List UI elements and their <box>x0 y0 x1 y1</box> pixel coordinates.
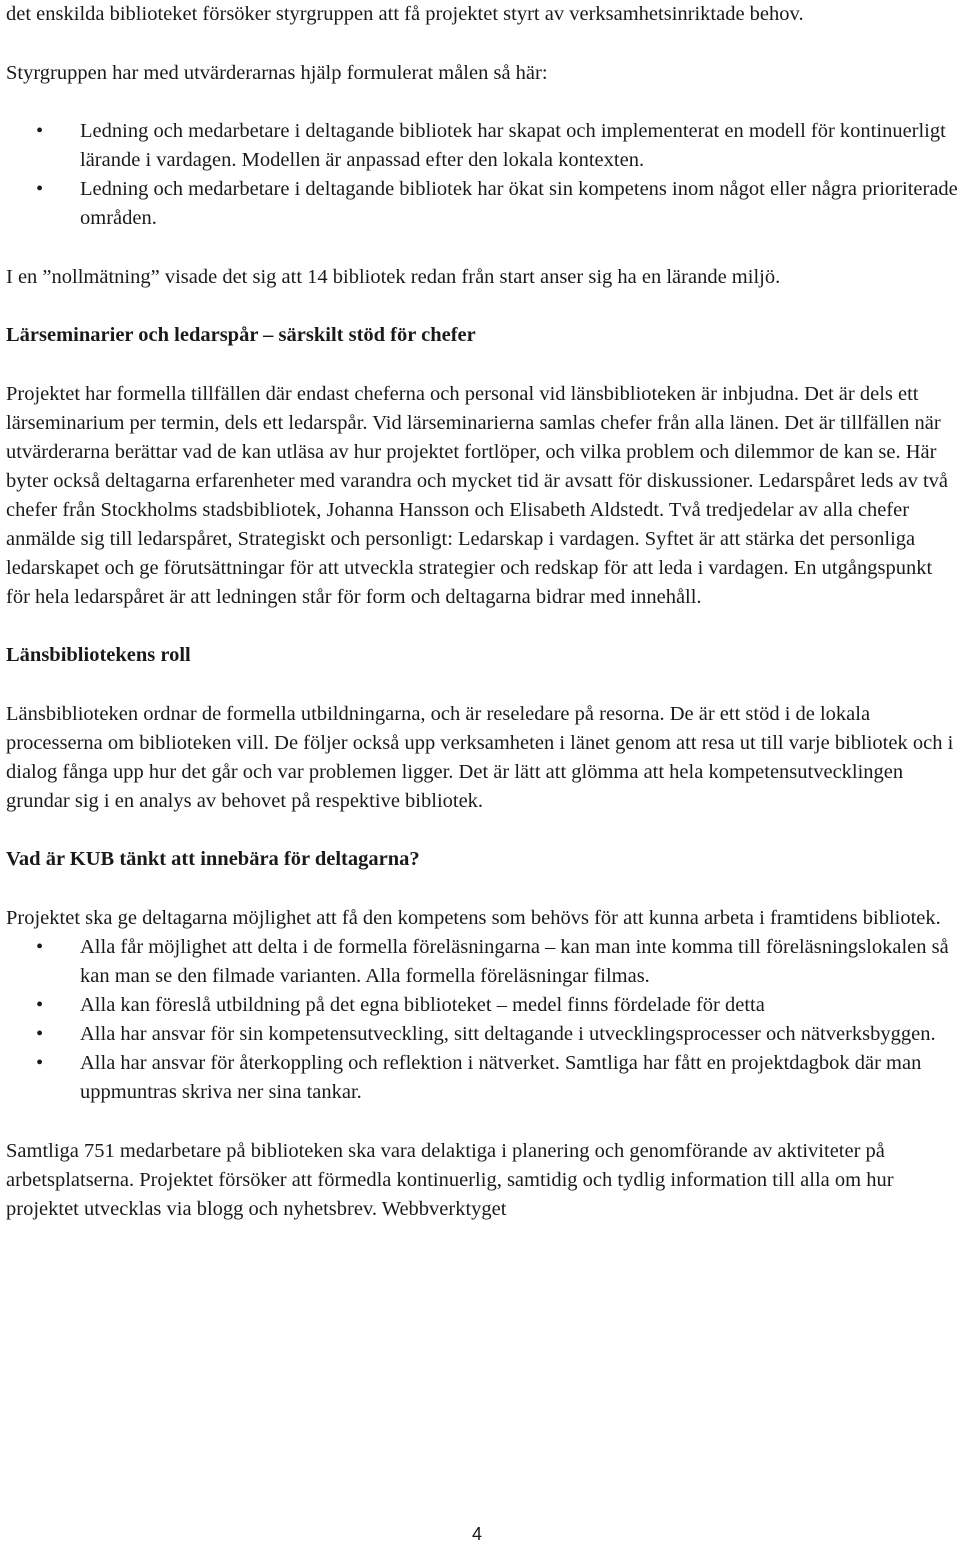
list-item <box>6 991 958 1020</box>
larseminarier-paragraph: Projektet har formella tillfällen där endast cheferna och personal vid länsbiblioteken är inbjudna. Det är dels ett lärseminarium per termin, dels ett ledarspår. Vid lärseminarierna samlas chefer från alla länen. Det är tillfällen när utvärderarna berättar vad de kan utläsa av hur projektet fortlöper, och vilka problem och dilemmor de kan se. Här byter också deltagarna erfarenheter med varandra och mycket tid är avsatt för diskussioner. Ledarspåret leds av två chefer från Stockholms stadsbibliotek, Johanna Hansson och Elisabeth Aldstedt. Två tredjedelar av alla chefer anmälde sig till ledarspåret, Strategiskt och personligt: Ledarskap i vardagen. Syftet är att stärka det personliga ledarskapet och ge förutsättningar för att utveckla strategier och redskap för att leda i vardagen. En utgångspunkt för hela ledarspåret är att ledningen står för form och deltagarna bidrar med innehåll. <box>6 383 949 608</box>
intro-paragraph: det enskilda biblioteket försöker styrgruppen att få projektet styrt av verksamhetsinriktade behov. <box>6 3 804 25</box>
bullet-icon: • <box>36 994 44 1016</box>
goal-text: Ledning och medarbetare i deltagande bibliotek har ökat sin kompetens inom något eller några prioriterade områden. <box>80 178 958 229</box>
section-heading-kub: Vad är KUB tänkt att innebära för deltagarna? <box>6 848 420 870</box>
page-number: 4 <box>472 1524 483 1544</box>
list-item <box>6 933 958 991</box>
kub-item-text: Alla har ansvar för återkoppling och reflektion i nätverket. Samtliga har fått en projektdagbok där man uppmuntras skriva ner sina tankar. <box>80 1052 922 1103</box>
kub-item-text: Alla får möjlighet att delta i de formella föreläsningarna – kan man inte komma till föreläsningslokalen så kan man se den filmade varianten. Alla formella föreläsningar filmas. <box>80 936 949 987</box>
bullet-icon: • <box>36 1052 44 1074</box>
goals-list <box>6 117 958 233</box>
bullet-icon: • <box>36 936 44 958</box>
document-body <box>6 0 958 1224</box>
baseline-paragraph: I en ”nollmätning” visade det sig att 14 bibliotek redan från start anser sig ha en lärande miljö. <box>6 266 781 288</box>
list-item <box>6 1020 958 1049</box>
list-item <box>6 117 958 175</box>
lansbibliotek-paragraph: Länsbiblioteken ordnar de formella utbildningarna, och är reseledare på resorna. De är ett stöd i de lokala processerna om biblioteken vill. De följer också upp verksamheten i länet genom att resa ut till varje bibliotek och i dialog fånga upp hur det går och var problemen ligger. Det är lätt att glömma att hela kompetensutvecklingen grundar sig i en analys av behovet på respektive bibliotek. <box>6 703 954 812</box>
kub-item-text: Alla kan föreslå utbildning på det egna biblioteket – medel finns fördelade för detta <box>80 994 765 1016</box>
final-paragraph: Samtliga 751 medarbetare på biblioteken ska vara delaktiga i planering och genomförande av aktiviteter på arbetsplatserna. Projektet försöker att förmedla kontinuerlig, samtidig och tydlig information till alla om hur projektet utvecklas via blogg och nyhetsbrev. Webbverktyget <box>6 1140 894 1220</box>
list-item <box>6 1049 958 1107</box>
section-heading-lansbibliotek: Länsbibliotekens roll <box>6 644 191 666</box>
kub-item-text: Alla har ansvar för sin kompetensutveckling, sitt deltagande i utvecklingsprocesser och nätverksbyggen. <box>80 1023 936 1045</box>
goals-intro-paragraph: Styrgruppen har med utvärderarnas hjälp formulerat målen så här: <box>6 62 548 84</box>
section-heading-larseminarier: Lärseminarier och ledarspår – särskilt stöd för chefer <box>6 324 476 346</box>
bullet-icon: • <box>36 120 44 142</box>
bullet-icon: • <box>36 1023 44 1045</box>
bullet-icon: • <box>36 178 44 200</box>
list-item <box>6 175 958 233</box>
goal-text: Ledning och medarbetare i deltagande bibliotek har skapat och implementerat en modell för kontinuerligt lärande i vardagen. Modellen är anpassad efter den lokala kontexten. <box>80 120 946 171</box>
kub-list <box>6 933 958 1107</box>
kub-intro-paragraph: Projektet ska ge deltagarna möjlighet att få den kompetens som behövs för att kunna arbeta i framtidens bibliotek. <box>6 907 941 929</box>
